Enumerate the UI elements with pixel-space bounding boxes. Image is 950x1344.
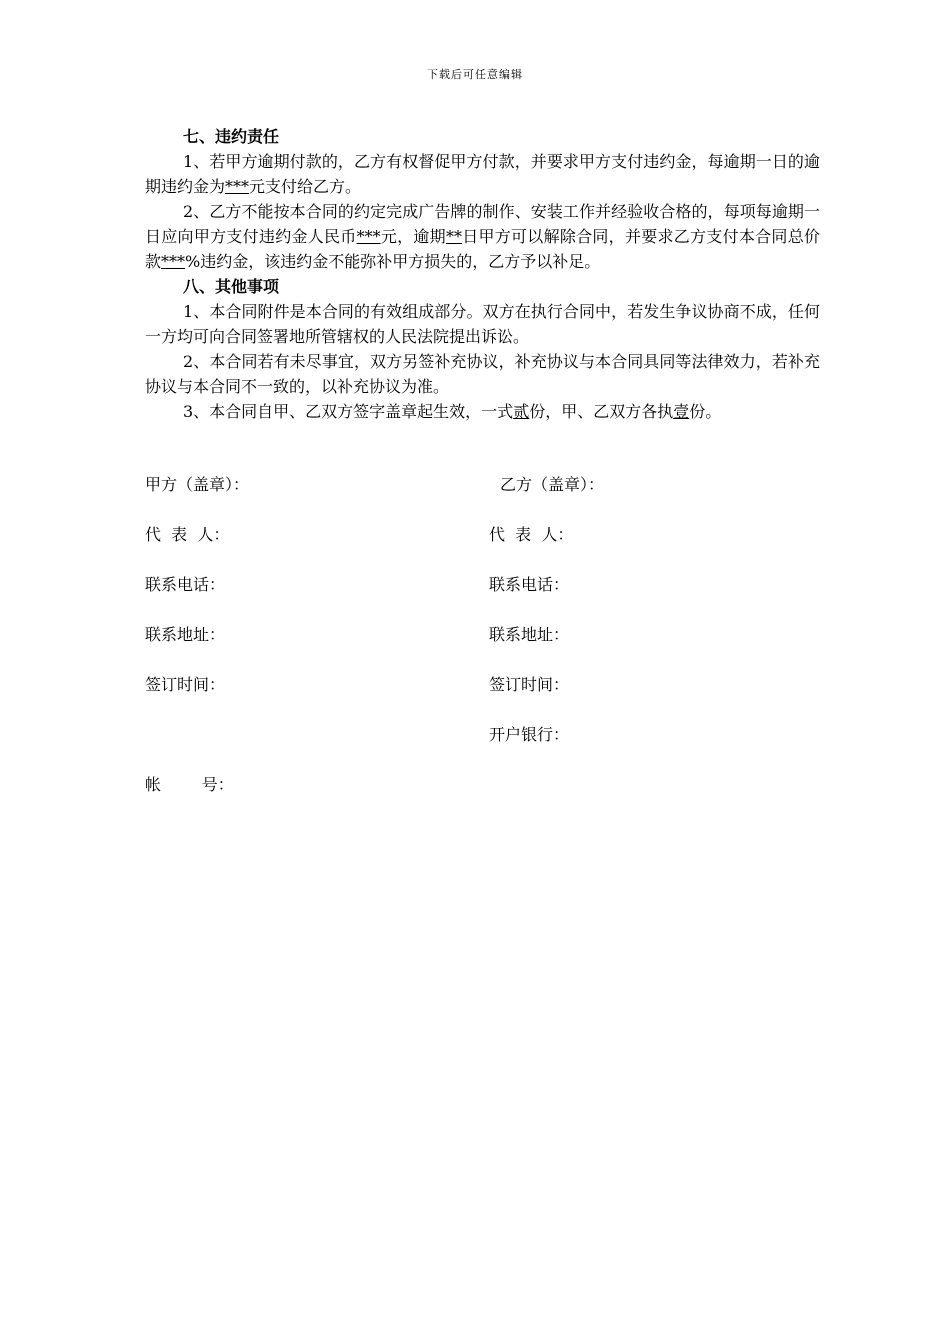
signature-row-address: [145, 622, 845, 672]
party-a-seal-label: 甲方（盖章）：: [145, 475, 250, 494]
blank-percent: ***: [161, 252, 186, 271]
copies-each: 壹: [673, 402, 690, 421]
section-7-clause-2: 2、乙方不能按本合同的约定完成广告牌的制作、安装工作并经验收合格的，每项每逾期一日应向甲方支付违约金人民币***元，逾期**日甲方可以解除合同，并要求乙方支付本合同总价款***%违约金，该违约金不能弥补甲方损失的，乙方予以补足。: [145, 202, 820, 271]
signature-block: [145, 472, 845, 822]
signature-row-date: [145, 672, 845, 722]
party-b-date-label: 签订时间：: [489, 675, 570, 694]
blank-days: **: [445, 227, 462, 246]
section-8-clause-3: 3、本合同自甲、乙双方签字盖章起生效，一式贰份，甲、乙双方各执壹份。: [183, 402, 722, 421]
copies-total: 贰: [513, 402, 530, 421]
signature-row-bank: [145, 722, 845, 772]
party-b-seal-label: 乙方（盖章）：: [500, 475, 605, 494]
signature-row-phone: [145, 572, 845, 622]
party-a-date-label: 签订时间：: [145, 675, 226, 694]
blank-amount: ***: [356, 227, 381, 246]
party-a-phone-label: 联系电话：: [145, 575, 226, 594]
party-a-address-label: 联系地址：: [145, 625, 226, 644]
section-7-clause-1: 1、若甲方逾期付款的，乙方有权督促甲方付款，并要求甲方支付违约金，每逾期一日的逾期违约金为***元支付给乙方。: [145, 152, 820, 196]
party-a-representative-label: 代 表 人：: [145, 525, 230, 544]
blank-amount: ***: [225, 177, 250, 196]
account-label: 帐 号：: [145, 775, 234, 794]
party-b-address-label: 联系地址：: [489, 625, 570, 644]
party-b-bank-label: 开户银行：: [489, 725, 570, 744]
party-b-phone-label: 联系电话：: [489, 575, 570, 594]
party-b-representative-label: 代 表 人：: [489, 525, 574, 544]
section-7-heading: 七、违约责任: [183, 127, 280, 146]
signature-row-representative: [145, 522, 845, 572]
section-8-clause-1: 1、本合同附件是本合同的有效组成部分。双方在执行合同中，若发生争议协商不成，任何一方均可向合同签署地所管辖权的人民法院提出诉讼。: [145, 302, 820, 346]
contract-body: [145, 124, 820, 424]
section-8-clause-2: 2、本合同若有未尽事宜，双方另签补充协议，补充协议与本合同具同等法律效力，若补充协议与本合同不一致的，以补充协议为准。: [145, 352, 820, 396]
signature-row-party: [145, 472, 845, 522]
page-header-note: 下载后可任意编辑: [427, 68, 523, 81]
signature-row-account: [145, 772, 845, 822]
section-8-heading: 八、其他事项: [183, 277, 280, 296]
